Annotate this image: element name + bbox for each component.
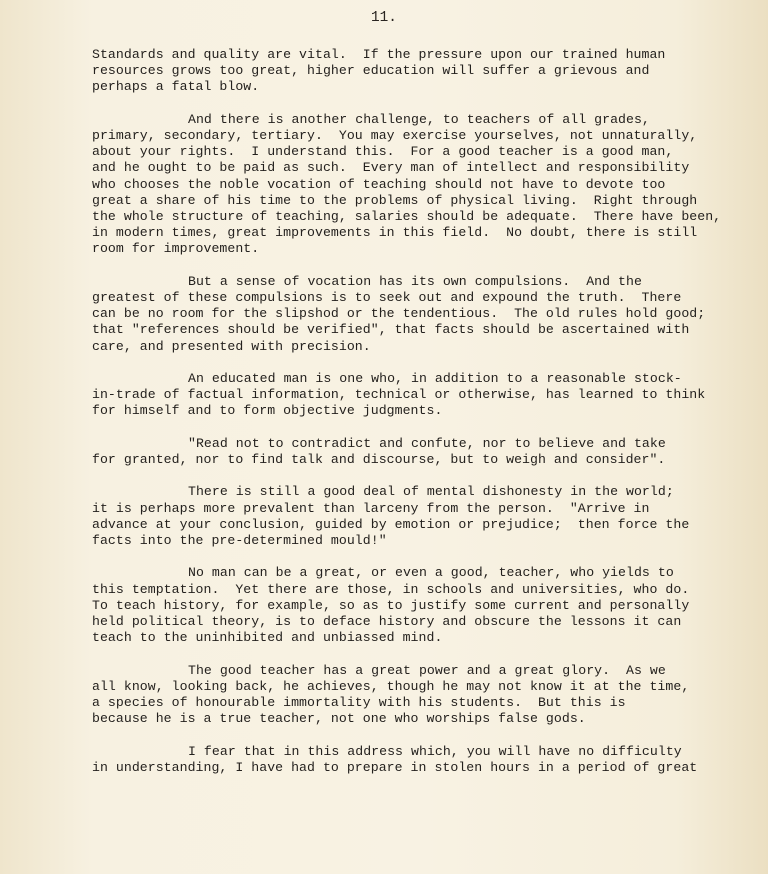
text-line: great a share of his time to the problems of physical living. Right through	[92, 192, 698, 208]
text-line: about your rights. I understand this. For a good teacher is a good man,	[92, 144, 674, 160]
text-line: that "references should be verified", that facts should be ascertained with	[92, 322, 690, 338]
text-line: But a sense of vocation has its own compulsions. And the	[188, 273, 642, 289]
paragraph	[92, 484, 768, 549]
text-line: room for improvement.	[92, 241, 260, 257]
text-line: in understanding, I have had to prepare in stolen hours in a period of great	[92, 759, 698, 775]
text-line: a species of honourable immortality with his students. But this is	[92, 695, 626, 711]
text-line: in-trade of factual information, technical or otherwise, has learned to think	[92, 387, 706, 403]
text-line: this temptation. Yet there are those, in schools and universities, who do.	[92, 581, 690, 597]
text-line: because he is a true teacher, not one who worships false gods.	[92, 711, 586, 727]
paragraph	[92, 744, 768, 776]
text-line: perhaps a fatal blow.	[92, 79, 260, 95]
paragraph	[92, 274, 768, 355]
text-line: for granted, nor to find talk and discourse, but to weigh and consider".	[92, 452, 666, 468]
text-line: "Read not to contradict and confute, nor to believe and take	[188, 435, 666, 451]
text-line: the whole structure of teaching, salaries should be adequate. There have been,	[92, 209, 722, 225]
text-line: teach to the uninhibited and unbiassed mind.	[92, 630, 443, 646]
paragraph	[92, 112, 768, 258]
text-line: To teach history, for example, so as to justify some current and personally	[92, 597, 690, 613]
text-line: who chooses the noble vocation of teaching should not have to devote too	[92, 176, 666, 192]
text-line: I fear that in this address which, you will have no difficulty	[188, 743, 682, 759]
paragraph	[92, 436, 768, 468]
text-line: greatest of these compulsions is to seek out and expound the truth. There	[92, 290, 682, 306]
text-line: facts into the pre-determined mould!"	[92, 533, 387, 549]
paragraph	[92, 565, 768, 646]
page-number: 11.	[371, 10, 397, 26]
text-line: Standards and quality are vital. If the pressure upon our trained human	[92, 47, 666, 62]
text-line: for himself and to form objective judgments.	[92, 403, 443, 419]
text-line: in modern times, great improvements in this field. No doubt, there is still	[92, 225, 698, 241]
text-line: held political theory, is to deface history and obscure the lessons it can	[92, 614, 682, 630]
body-text	[92, 47, 768, 792]
text-line: The good teacher has a great power and a great glory. As we	[188, 662, 666, 678]
text-line: all know, looking back, he achieves, though he may not know it at the time,	[92, 678, 690, 694]
text-line: An educated man is one who, in addition to a reasonable stock-	[188, 371, 682, 387]
text-line: and he ought to be paid as such. Every man of intellect and responsibility	[92, 160, 690, 176]
text-line: There is still a good deal of mental dishonesty in the world;	[188, 484, 674, 500]
text-line: resources grows too great, higher education will suffer a grievous and	[92, 63, 650, 79]
paragraph	[92, 47, 768, 96]
paragraph	[92, 371, 768, 420]
paragraph	[92, 663, 768, 728]
text-line: it is perhaps more prevalent than larceny from the person. "Arrive in	[92, 500, 650, 516]
text-line: advance at your conclusion, guided by emotion or prejudice; then force the	[92, 516, 690, 532]
text-line: No man can be a great, or even a good, teacher, who yields to	[188, 565, 674, 581]
text-line: can be no room for the slipshod or the tendentious. The old rules hold good;	[92, 306, 706, 322]
text-line: And there is another challenge, to teachers of all grades,	[188, 111, 650, 127]
text-line: primary, secondary, tertiary. You may exercise yourselves, not unnaturally,	[92, 128, 698, 143]
text-line: care, and presented with precision.	[92, 338, 371, 354]
